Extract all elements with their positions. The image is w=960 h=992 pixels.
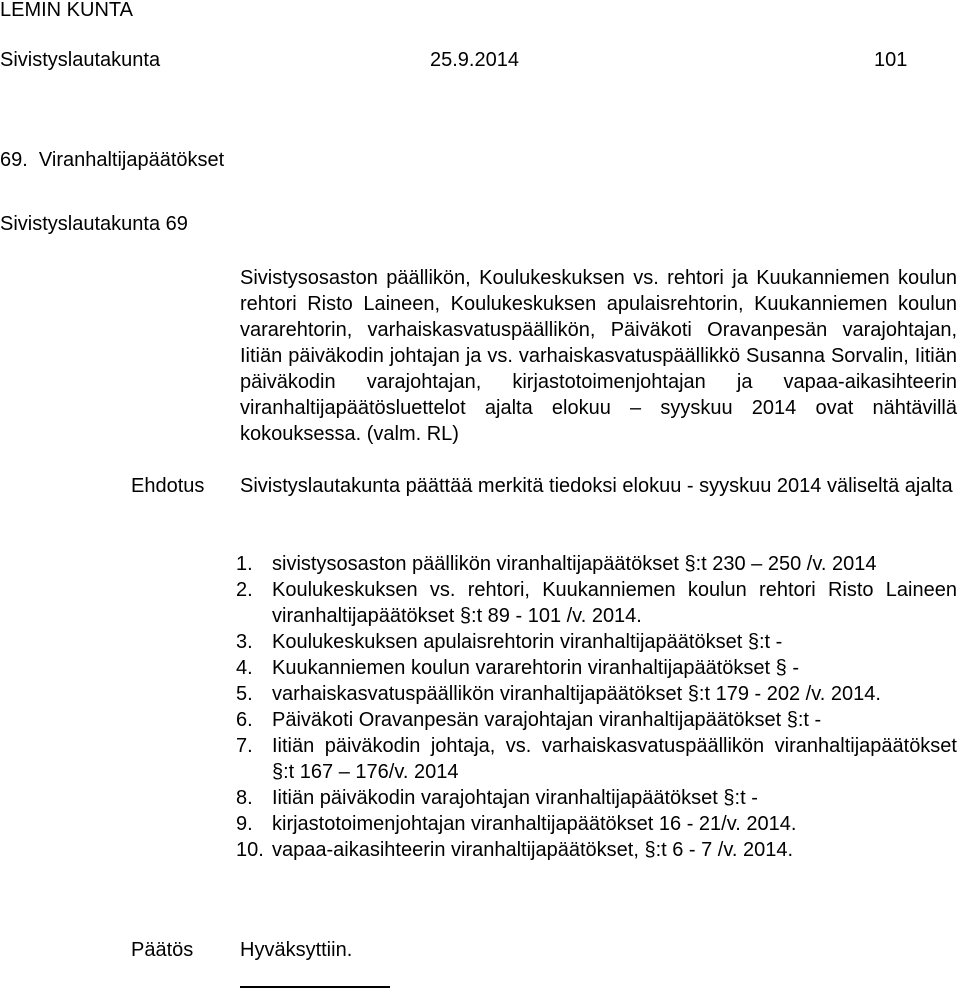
proposal-text: Sivistyslautakunta päättää merkitä tiedoksi elokuu - syyskuu 2014 väliseltä ajalta [240, 475, 953, 497]
list-item: 9. kirjastotoimenjohtajan viranhaltijapäätökset 16 - 21/v. 2014. [236, 813, 797, 835]
decision-list [236, 551, 957, 863]
meeting-date: 25.9.2014 [430, 49, 519, 71]
list-item-text: Koulukeskuksen apulaisrehtorin viranhaltijapäätökset §:t - [272, 631, 783, 653]
list-item: 4. Kuukanniemen koulun vararehtorin viranhaltijapäätökset § - [236, 657, 799, 679]
list-item: 3. Koulukeskuksen apulaisrehtorin viranhaltijapäätökset §:t - [236, 631, 783, 653]
list-item-text: Kuukanniemen koulun vararehtorin viranhaltijapäätökset § - [272, 657, 799, 679]
list-item-text: Iitiän päiväkodin varajohtajan viranhaltijapäätökset §:t - [272, 787, 758, 809]
list-item-text: sivistysosaston päällikön viranhaltijapäätökset §:t 230 – 250 /v. 2014 [272, 553, 877, 575]
list-item: 6. Päiväkoti Oravanpesän varajohtajan viranhaltijapäätökset §:t - [236, 709, 822, 731]
list-item-text: Iitiän päiväkodin johtaja, vs. varhaiskasvatuspäällikön viranhaltijapäätökset §:t 167 – 176/v. 2014 [272, 735, 957, 783]
list-item-text: vapaa-aikasihteerin viranhaltijapäätökset, §:t 6 - 7 /v. 2014. [272, 839, 794, 861]
list-item-text: Koulukeskuksen vs. rehtori, Kuukanniemen koulun rehtori Risto Laineen viranhaltijapäätökset §:t 89 - 101 /v. 2014. [272, 579, 957, 627]
list-item: 8. Iitiän päiväkodin varajohtajan viranhaltijapäätökset §:t - [236, 787, 758, 809]
list-item-text: varhaiskasvatuspäällikön viranhaltijapäätökset §:t 179 - 202 /v. 2014. [272, 683, 881, 705]
section-reference: Sivistyslautakunta 69 [0, 213, 188, 235]
decision-text: Hyväksyttiin. [240, 939, 353, 961]
signature-rule [240, 986, 390, 988]
list-item: 10. vapaa-aikasihteerin viranhaltijapäätökset, §:t 6 - 7 /v. 2014. [236, 839, 794, 861]
list-item-text: kirjastotoimenjohtajan viranhaltijapäätökset 16 - 21/v. 2014. [272, 813, 797, 835]
section-title: 69. Viranhaltijapäätökset [0, 149, 225, 171]
list-item: 5. varhaiskasvatuspäällikön viranhaltijapäätökset §:t 179 - 202 /v. 2014. [236, 683, 881, 705]
list-item: 2. Koulukeskuksen vs. rehtori, Kuukanniemen koulun rehtori Risto Laineen viranhaltijapäätökset §:t 89 - 101 /v. 2014. [236, 579, 957, 627]
list-item: 7. Iitiän päiväkodin johtaja, vs. varhaiskasvatuspäällikön viranhaltijapäätökset §:t 167 – 176/v. 2014 [236, 735, 957, 783]
list-item: 1. sivistysosaston päällikön viranhaltijapäätökset §:t 230 – 250 /v. 2014 [236, 553, 877, 575]
page-number: 101 [874, 49, 908, 71]
decision-label: Päätös [131, 939, 194, 961]
municipality-name: LEMIN KUNTA [0, 0, 133, 21]
proposal-label: Ehdotus [131, 475, 205, 497]
body-name: Sivistyslautakunta [0, 49, 161, 71]
list-item-text: Päiväkoti Oravanpesän varajohtajan viranhaltijapäätökset §:t - [272, 709, 822, 731]
intro-paragraph: Sivistysosaston päällikön, Koulukeskuksen vs. rehtori ja Kuukanniemen koulun rehtori Risto Laineen, Koulukeskuksen apulaisrehtorin, Kuukanniemen koulun vararehtorin, varhaiskasvatuspäällikön, Päiväkoti Oravanpesän varajohtajan, Iitiän päiväkodin johtajan ja vs. varhaiskasvatuspäällikkö Susanna Sorvalin, Iitiän päiväkodin varajohtajan, kirjastotoimenjohtajan ja vapaa-aikasihteerin viranhaltijapäätösluettelot ajalta elokuu – syyskuu 2014 ovat nähtävillä kokouksessa. (valm. RL) [240, 267, 957, 445]
